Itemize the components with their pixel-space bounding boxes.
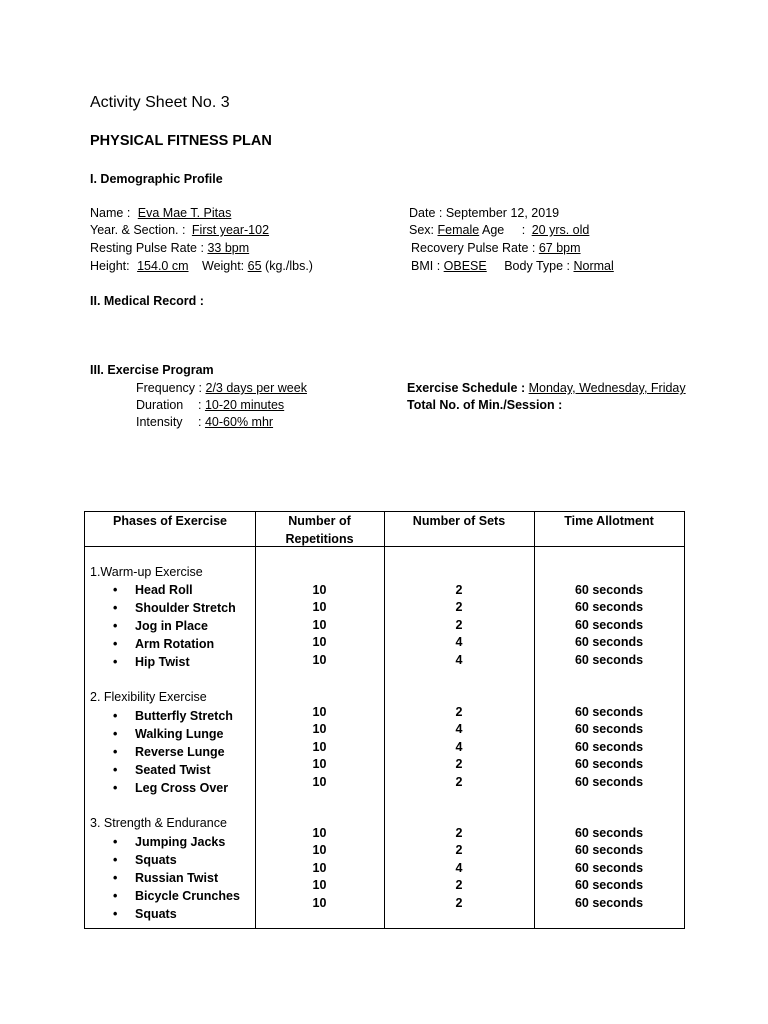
height-weight-row — [90, 259, 313, 273]
time-cell: 60 seconds — [574, 635, 644, 650]
header-sets: Number of Sets — [412, 514, 506, 528]
repetitions-cell: 10 — [312, 652, 327, 667]
exercise-item — [113, 834, 225, 852]
header-divider — [85, 546, 684, 547]
repetitions-cell: 10 — [312, 843, 327, 858]
exercise-name: Reverse Lunge — [135, 745, 225, 759]
repetitions-cell: 10 — [312, 774, 327, 789]
repetitions-cell: 10 — [312, 739, 327, 754]
sets-cell: 2 — [455, 757, 463, 772]
bmi-row — [411, 259, 614, 273]
exercise-item — [113, 870, 218, 888]
exercise-name: Seated Twist — [135, 763, 211, 777]
year-row — [90, 223, 269, 237]
bullet-icon: • — [113, 853, 118, 867]
exercise-name: Russian Twist — [135, 871, 219, 885]
bullet-icon: • — [113, 889, 118, 903]
sets-cell: 4 — [455, 722, 463, 737]
repetitions-cell: 10 — [312, 826, 327, 840]
duration-value: 10-20 minutes — [204, 398, 285, 412]
year-label: Year. & Section. : — [90, 223, 186, 237]
duration-row: Duration : 10-20 minutes — [136, 398, 285, 412]
phase-title: 3. Strength & Endurance — [90, 816, 227, 830]
sets-cell: 2 — [455, 843, 463, 858]
exercise-name: Bicycle Crunches — [135, 889, 240, 903]
repetitions-cell: 10 — [312, 878, 327, 893]
exercise-item — [113, 600, 236, 618]
exercise-item — [113, 726, 223, 744]
duration-label: Duration — [136, 398, 184, 412]
phase-title: 1.Warm-up Exercise — [90, 565, 203, 579]
schedule-row — [407, 381, 686, 395]
time-cell: 60 seconds — [574, 583, 644, 597]
plan-title: PHYSICAL FITNESS PLAN — [90, 133, 272, 149]
phase-title: 2. Flexibility Exercise — [90, 690, 207, 704]
bodytype-label: Body Type : — [504, 259, 571, 273]
date-value: Date : September 12, 2019 — [409, 206, 560, 220]
time-cell: 60 seconds — [574, 739, 644, 754]
bullet-icon: • — [113, 763, 118, 777]
weight-label: Weight: — [202, 259, 245, 273]
frequency-row — [136, 381, 307, 395]
header-repetitions-line1: Number of — [288, 514, 351, 528]
repetitions-cell: 10 — [312, 895, 327, 910]
repetitions-cell: 10 — [312, 705, 327, 719]
resting-label: Resting Pulse Rate : — [90, 241, 204, 255]
sets-cell: 2 — [455, 774, 463, 789]
repetitions-cell: 10 — [312, 617, 327, 632]
bullet-icon: • — [113, 781, 118, 795]
time-cell: 60 seconds — [574, 600, 644, 615]
exercise-table — [84, 511, 685, 929]
exercise-item — [113, 618, 208, 636]
sets-cell: 4 — [455, 739, 463, 754]
time-cell: 60 seconds — [574, 774, 644, 789]
exercise-item — [113, 780, 228, 798]
weight-unit: (kg./lbs.) — [265, 259, 313, 273]
exercise-item — [113, 888, 240, 906]
bullet-icon: • — [113, 907, 118, 921]
exercise-name: Walking Lunge — [135, 727, 224, 741]
bmi-label: BMI : — [411, 259, 441, 273]
bullet-icon: • — [113, 709, 118, 723]
medical-heading: II. Medical Record : — [90, 294, 204, 308]
exercise-item — [113, 762, 210, 780]
bullet-icon: • — [113, 745, 118, 759]
repetitions-cell: 10 — [312, 722, 327, 737]
age-colon: : — [521, 223, 526, 237]
bullet-icon: • — [113, 637, 118, 651]
program-heading: III. Exercise Program — [90, 363, 214, 377]
repetitions-cell: 10 — [312, 757, 327, 772]
header-repetitions-line2: Repetitions — [285, 532, 354, 546]
recovery-label: Recovery Pulse Rate : — [411, 241, 536, 255]
exercise-item — [113, 636, 214, 654]
exercise-name: Shoulder Stretch — [135, 601, 236, 615]
sets-cell: 2 — [455, 895, 463, 910]
repetitions-cell: 10 — [312, 583, 327, 597]
resting-row — [90, 241, 249, 255]
exercise-name: Butterfly Stretch — [135, 709, 233, 723]
exercise-name: Jog in Place — [135, 619, 208, 633]
exercise-item — [113, 906, 177, 924]
sets-cell: 2 — [455, 705, 463, 719]
exercise-item — [113, 582, 193, 600]
sets-cell: 2 — [455, 600, 463, 615]
sets-cell: 2 — [455, 878, 463, 893]
bullet-icon: • — [113, 835, 118, 849]
bodytype-value: Normal — [573, 259, 614, 273]
sets-cell: 2 — [455, 826, 463, 840]
weight-value: 65 — [247, 259, 262, 273]
name-value: Eva Mae T. Pitas — [137, 206, 232, 220]
bullet-icon: • — [113, 601, 118, 615]
frequency-value: 2/3 days per week — [205, 381, 307, 395]
demographic-heading: I. Demographic Profile — [90, 172, 223, 186]
name-label: Name : — [90, 206, 131, 220]
sex-age-row — [409, 223, 589, 237]
time-cell: 60 seconds — [574, 878, 644, 893]
bullet-icon: • — [113, 619, 118, 633]
exercise-name: Hip Twist — [135, 655, 190, 669]
recovery-row — [411, 241, 581, 255]
time-cell: 60 seconds — [574, 617, 644, 632]
year-value: First year-102 — [191, 223, 270, 237]
repetitions-cell: 10 — [312, 635, 327, 650]
exercise-item — [113, 744, 225, 762]
frequency-label: Frequency : — [136, 381, 203, 395]
exercise-name: Head Roll — [135, 583, 193, 597]
age-value: 20 yrs. old — [531, 223, 590, 237]
exercise-name: Leg Cross Over — [135, 781, 229, 795]
schedule-value: Monday, Wednesday, Friday — [528, 381, 686, 395]
intensity-value: 40-60% mhr — [204, 415, 274, 429]
resting-value: 33 bpm — [207, 241, 250, 255]
bullet-icon: • — [113, 727, 118, 741]
recovery-value: 67 bpm — [538, 241, 581, 255]
time-cell: 60 seconds — [574, 705, 644, 719]
sets-cell: 4 — [455, 652, 463, 667]
time-cell: 60 seconds — [574, 652, 644, 667]
time-cell: 60 seconds — [574, 757, 644, 772]
exercise-item — [113, 708, 233, 726]
intensity-row: Intensity : 40-60% mhr — [136, 415, 274, 429]
bullet-icon: • — [113, 655, 118, 669]
activity-sheet-title: Activity Sheet No. 3 — [90, 94, 230, 111]
bmi-value: OBESE — [443, 259, 487, 273]
name-row — [90, 206, 231, 220]
bullet-icon: • — [113, 871, 118, 885]
repetitions-cell: 10 — [312, 860, 327, 875]
header-time: Time Allotment — [564, 514, 654, 528]
exercise-name: Squats — [135, 907, 177, 921]
sex-label: Sex: — [409, 223, 435, 237]
header-phases: Phases of Exercise — [113, 514, 227, 528]
time-cell: 60 seconds — [574, 860, 644, 875]
age-label: Age — [481, 223, 505, 237]
time-cell: 60 seconds — [574, 826, 644, 840]
sets-cell: 4 — [455, 635, 463, 650]
sets-cell: 2 — [455, 617, 463, 632]
exercise-name: Squats — [135, 853, 177, 867]
total-min-label: Total No. of Min./Session : — [407, 398, 563, 412]
sets-cell: 4 — [455, 860, 463, 875]
height-value: 154.0 cm — [137, 259, 189, 273]
intensity-label: Intensity — [136, 415, 183, 429]
header-repetitions — [255, 512, 384, 548]
bullet-icon: • — [113, 583, 118, 597]
height-label: Height: — [90, 259, 130, 273]
repetitions-cell: 10 — [312, 600, 327, 615]
schedule-label: Exercise Schedule : — [407, 381, 526, 395]
time-cell: 60 seconds — [574, 843, 644, 858]
exercise-name: Arm Rotation — [135, 637, 215, 651]
time-cell: 60 seconds — [574, 895, 644, 910]
exercise-item — [113, 852, 177, 870]
exercise-item — [113, 654, 190, 672]
sex-value: Female — [437, 223, 480, 237]
sets-cell: 2 — [455, 583, 463, 597]
exercise-name: Jumping Jacks — [135, 835, 226, 849]
time-cell: 60 seconds — [574, 722, 644, 737]
